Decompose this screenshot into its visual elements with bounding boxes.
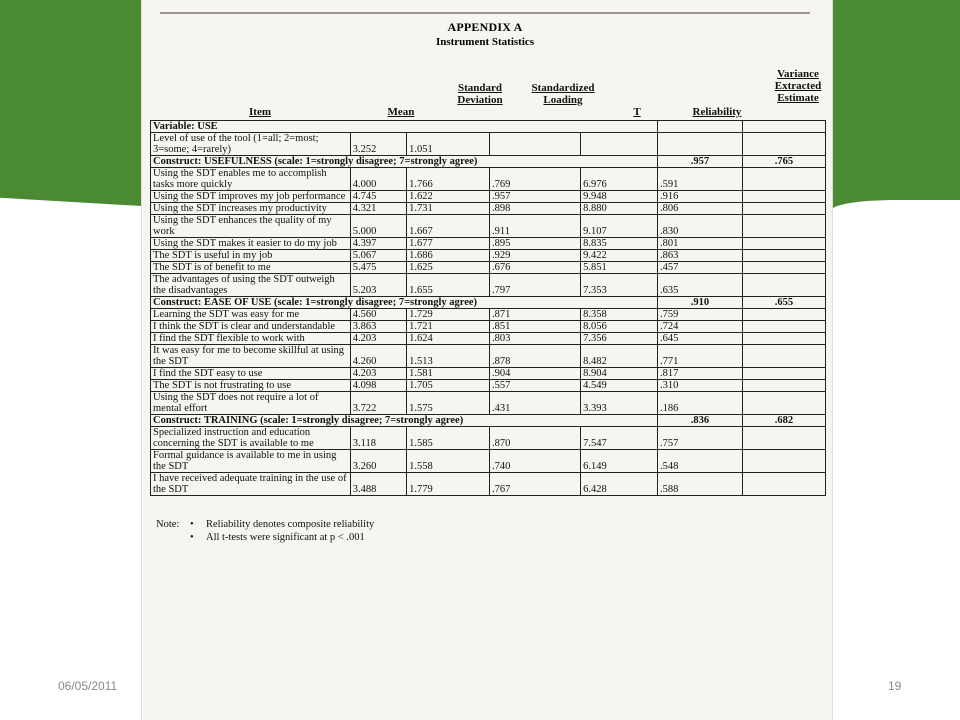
t-cell: 6.428 (581, 473, 658, 496)
variance-cell (742, 250, 825, 262)
loading-cell: .878 (490, 345, 581, 368)
t-cell: 4.549 (581, 380, 658, 392)
sd-cell: 1.513 (407, 345, 490, 368)
sd-cell: 1.575 (407, 392, 490, 415)
loading-cell: .957 (490, 191, 581, 203)
loading-cell: .557 (490, 380, 581, 392)
section-label: Construct: USEFULNESS (scale: 1=strongly disagree; 7=strongly agree) (151, 156, 658, 168)
loading-cell: .797 (490, 274, 581, 297)
t-cell: 8.056 (581, 321, 658, 333)
appendix-subtitle: Instrument Statistics (435, 36, 535, 48)
variance-cell (742, 380, 825, 392)
slide-page-number: 19 (888, 679, 902, 693)
t-cell: 6.149 (581, 450, 658, 473)
header-item: Item (249, 106, 271, 118)
loading-cell: .740 (490, 450, 581, 473)
mean-cell: 4.560 (350, 309, 406, 321)
statistics-table (150, 120, 826, 496)
item-cell: Using the SDT improves my job performance (151, 191, 351, 203)
reliability-cell: .759 (657, 309, 742, 321)
loading-cell: .904 (490, 368, 581, 380)
item-cell: The SDT is useful in my job (151, 250, 351, 262)
sd-cell: 1.624 (407, 333, 490, 345)
item-cell: Using the SDT increases my productivity (151, 203, 351, 215)
item-cell: I have received adequate training in the use of the SDT (151, 473, 351, 496)
item-cell: I think the SDT is clear and understandable (151, 321, 351, 333)
table-row (151, 450, 826, 473)
table-row (151, 392, 826, 415)
notes (152, 518, 818, 544)
item-cell: Specialized instruction and education concerning the SDT is available to me (151, 427, 351, 450)
mean-cell: 5.000 (350, 215, 406, 238)
variance-cell (742, 133, 825, 156)
table-row (151, 191, 826, 203)
reliability-cell: .724 (657, 321, 742, 333)
loading-cell: .929 (490, 250, 581, 262)
table-row (151, 473, 826, 496)
sd-cell: 1.655 (407, 274, 490, 297)
t-cell: 8.835 (581, 238, 658, 250)
reliability-cell: .757 (657, 427, 742, 450)
section-reliability: .910 (657, 297, 742, 309)
mean-cell: 4.098 (350, 380, 406, 392)
t-cell: 9.107 (581, 215, 658, 238)
table-row (151, 368, 826, 380)
sd-cell: 1.677 (407, 238, 490, 250)
mean-cell: 5.067 (350, 250, 406, 262)
section-row (151, 415, 826, 427)
table-row (151, 133, 826, 156)
slide-date: 06/05/2011 (58, 679, 118, 693)
sd-cell: 1.581 (407, 368, 490, 380)
reliability-cell: .771 (657, 345, 742, 368)
mean-cell: 3.260 (350, 450, 406, 473)
variance-cell (742, 262, 825, 274)
loading-cell: .911 (490, 215, 581, 238)
section-variance: .655 (742, 297, 825, 309)
appendix-title: APPENDIX A (447, 20, 523, 34)
item-cell: Using the SDT enables me to accomplish tasks more quickly (151, 168, 351, 191)
sd-cell: 1.721 (407, 321, 490, 333)
t-cell: 7.547 (581, 427, 658, 450)
table-header (152, 52, 822, 120)
table-row (151, 345, 826, 368)
variance-cell (742, 427, 825, 450)
loading-cell: .870 (490, 427, 581, 450)
reliability-cell: .186 (657, 392, 742, 415)
header-mean: Mean (387, 106, 415, 118)
section-reliability: .957 (657, 156, 742, 168)
sd-cell: 1.686 (407, 250, 490, 262)
section-label: Variable: USE (151, 121, 658, 133)
table-row (151, 168, 826, 191)
sd-cell: 1.585 (407, 427, 490, 450)
loading-cell: .851 (490, 321, 581, 333)
variance-cell (742, 215, 825, 238)
header-variance: Variance Extracted Estimate (774, 68, 822, 104)
reliability-cell: .591 (657, 168, 742, 191)
note-row (156, 518, 818, 531)
sd-cell: 1.705 (407, 380, 490, 392)
table-row (151, 262, 826, 274)
section-variance (742, 121, 825, 133)
variance-cell (742, 345, 825, 368)
variance-cell (742, 168, 825, 191)
t-cell: 7.353 (581, 274, 658, 297)
mean-cell: 3.118 (350, 427, 406, 450)
t-cell: 8.880 (581, 203, 658, 215)
section-row (151, 297, 826, 309)
section-variance: .682 (742, 415, 825, 427)
scanned-document (142, 0, 832, 720)
header-t: T (633, 106, 641, 118)
variance-cell (742, 309, 825, 321)
table-row (151, 333, 826, 345)
mean-cell: 3.252 (350, 133, 406, 156)
bullet-icon: • (190, 519, 194, 530)
slide-accent-left (0, 0, 142, 206)
reliability-cell: .310 (657, 380, 742, 392)
table-row (151, 250, 826, 262)
t-cell: 8.904 (581, 368, 658, 380)
t-cell: 5.851 (581, 262, 658, 274)
sd-cell: 1.625 (407, 262, 490, 274)
variance-cell (742, 450, 825, 473)
mean-cell: 4.260 (350, 345, 406, 368)
loading-cell: .871 (490, 309, 581, 321)
t-cell: 9.422 (581, 250, 658, 262)
item-cell: Using the SDT does not require a lot of mental effort (151, 392, 351, 415)
document-content (152, 8, 822, 544)
header-reliability: Reliability (692, 106, 742, 118)
mean-cell: 3.722 (350, 392, 406, 415)
t-cell: 6.976 (581, 168, 658, 191)
mean-cell: 5.203 (350, 274, 406, 297)
reliability-cell: .635 (657, 274, 742, 297)
loading-cell: .676 (490, 262, 581, 274)
variance-cell (742, 333, 825, 345)
t-cell: 8.358 (581, 309, 658, 321)
mean-cell: 3.488 (350, 473, 406, 496)
reliability-cell: .548 (657, 450, 742, 473)
note-label: Note: (156, 519, 180, 530)
loading-cell: .769 (490, 168, 581, 191)
loading-cell: .898 (490, 203, 581, 215)
sd-cell: 1.731 (407, 203, 490, 215)
item-cell: The SDT is of benefit to me (151, 262, 351, 274)
table-row (151, 427, 826, 450)
table-row (151, 380, 826, 392)
variance-cell (742, 321, 825, 333)
mean-cell: 4.203 (350, 368, 406, 380)
table-row (151, 309, 826, 321)
slide-accent-right (832, 0, 960, 210)
sd-cell: 1.051 (407, 133, 490, 156)
mean-cell: 4.000 (350, 168, 406, 191)
item-cell: Using the SDT makes it easier to do my job (151, 238, 351, 250)
section-reliability (657, 121, 742, 133)
variance-cell (742, 392, 825, 415)
variance-cell (742, 473, 825, 496)
variance-cell (742, 191, 825, 203)
item-cell: The advantages of using the SDT outweigh the disadvantages (151, 274, 351, 297)
section-row (151, 156, 826, 168)
table-row (151, 203, 826, 215)
section-label: Construct: TRAINING (scale: 1=strongly disagree; 7=strongly agree) (151, 415, 658, 427)
note-item: All t-tests were significant at p < .001 (206, 532, 365, 543)
header-sl: Standardized Loading (531, 82, 595, 106)
header-sd: Standard Deviation (457, 82, 503, 106)
reliability-cell: .801 (657, 238, 742, 250)
mean-cell: 3.863 (350, 321, 406, 333)
mean-cell: 4.321 (350, 203, 406, 215)
table-row (151, 321, 826, 333)
loading-cell: .767 (490, 473, 581, 496)
loading-cell: .803 (490, 333, 581, 345)
reliability-cell: .645 (657, 333, 742, 345)
reliability-cell: .457 (657, 262, 742, 274)
section-variance: .765 (742, 156, 825, 168)
reliability-cell: .916 (657, 191, 742, 203)
sd-cell: 1.622 (407, 191, 490, 203)
mean-cell: 4.397 (350, 238, 406, 250)
variance-cell (742, 368, 825, 380)
reliability-cell (657, 133, 742, 156)
mean-cell: 4.745 (350, 191, 406, 203)
bullet-icon: • (190, 532, 194, 543)
item-cell: I find the SDT flexible to work with (151, 333, 351, 345)
sd-cell: 1.766 (407, 168, 490, 191)
reliability-cell: .863 (657, 250, 742, 262)
variance-cell (742, 238, 825, 250)
item-cell: Level of use of the tool (1=all; 2=most; 3=some; 4=rarely) (151, 133, 351, 156)
note-item: Reliability denotes composite reliability (206, 519, 375, 530)
top-rule (160, 12, 810, 14)
sd-cell: 1.779 (407, 473, 490, 496)
t-cell: 8.482 (581, 345, 658, 368)
mean-cell: 5.475 (350, 262, 406, 274)
loading-cell: .431 (490, 392, 581, 415)
variance-cell (742, 274, 825, 297)
loading-cell: .895 (490, 238, 581, 250)
reliability-cell: .817 (657, 368, 742, 380)
sd-cell: 1.729 (407, 309, 490, 321)
sd-cell: 1.667 (407, 215, 490, 238)
note-row (156, 531, 818, 544)
section-label: Construct: EASE OF USE (scale: 1=strongly disagree; 7=strongly agree) (151, 297, 658, 309)
loading-cell (490, 133, 581, 156)
reliability-cell: .830 (657, 215, 742, 238)
table-row (151, 274, 826, 297)
item-cell: Using the SDT enhances the quality of my work (151, 215, 351, 238)
t-cell: 7.356 (581, 333, 658, 345)
mean-cell: 4.203 (350, 333, 406, 345)
reliability-cell: .806 (657, 203, 742, 215)
section-reliability: .836 (657, 415, 742, 427)
t-cell: 9.948 (581, 191, 658, 203)
t-cell (581, 133, 658, 156)
section-row (151, 121, 826, 133)
sd-cell: 1.558 (407, 450, 490, 473)
item-cell: It was easy for me to become skillful at using the SDT (151, 345, 351, 368)
table-row (151, 215, 826, 238)
variance-cell (742, 203, 825, 215)
t-cell: 3.393 (581, 392, 658, 415)
reliability-cell: .588 (657, 473, 742, 496)
item-cell: The SDT is not frustrating to use (151, 380, 351, 392)
table-row (151, 238, 826, 250)
item-cell: I find the SDT easy to use (151, 368, 351, 380)
item-cell: Learning the SDT was easy for me (151, 309, 351, 321)
item-cell: Formal guidance is available to me in using the SDT (151, 450, 351, 473)
